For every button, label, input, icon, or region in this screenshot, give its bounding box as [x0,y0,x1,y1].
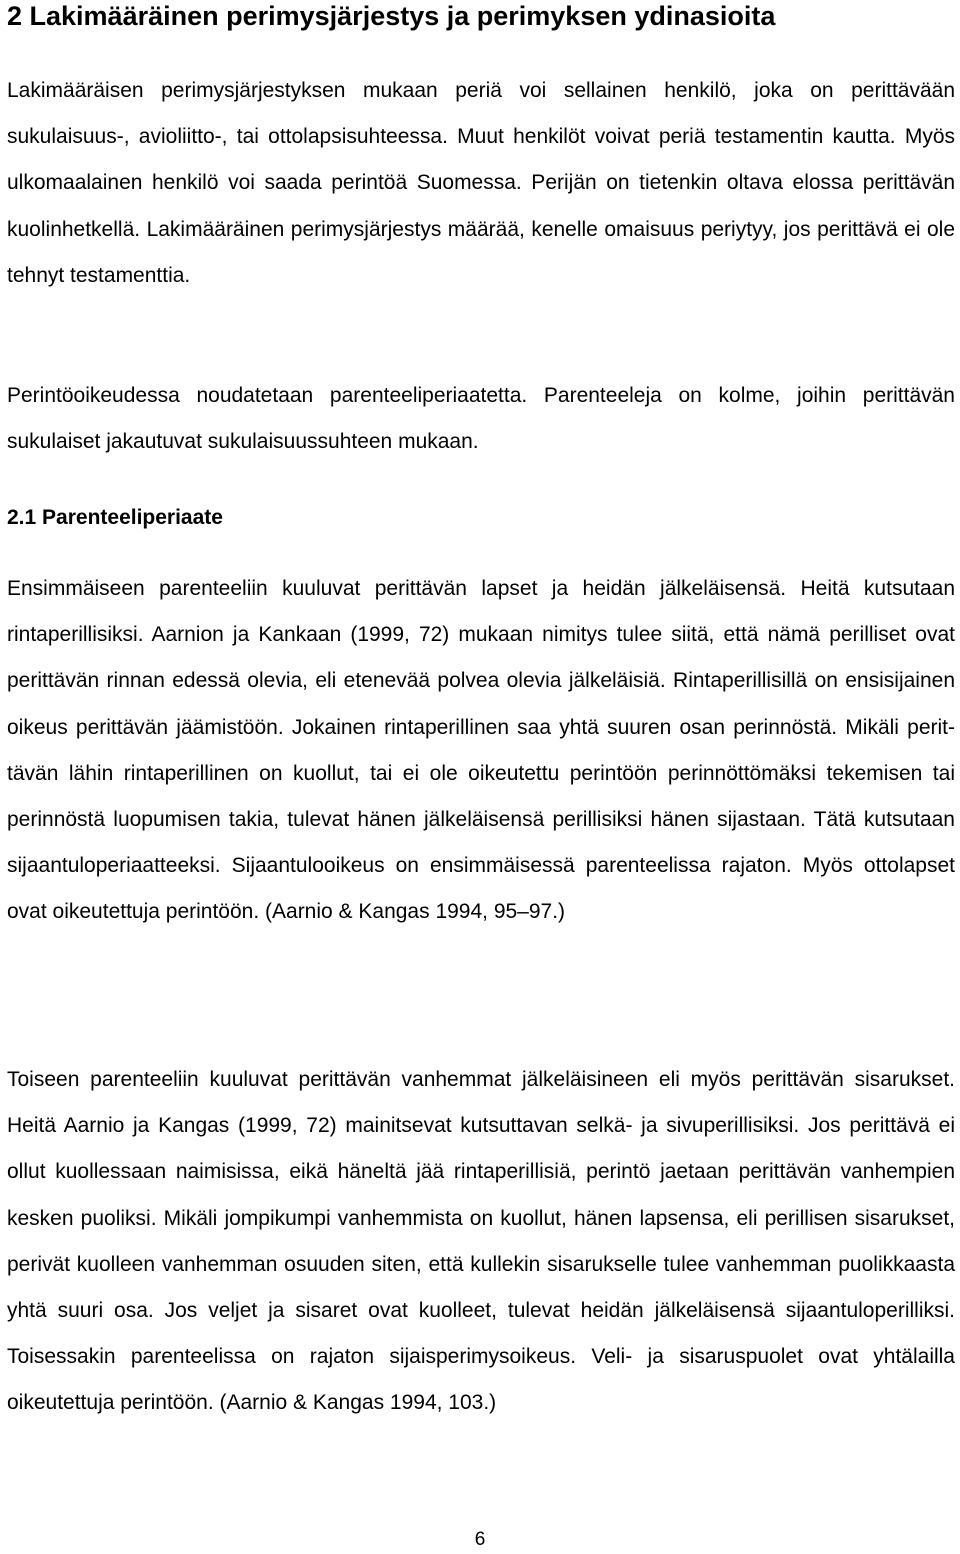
intro-paragraph: Lakimääräisen perimysjärjestyksen mukaan periä voi sellainen henkilö, joka on perittävään sukulaisuus-, avioliitto-, tai ottolapsisuhteessa. Muut henkilöt voivat periä testamentin kautta. Myös ulkomaalainen henkilö voi saada perintöä Suomessa. Perijän on tietenkin oltava elossa perittävän kuolinhetkellä. Lakimääräinen perimysjärjestys määrää, kenelle omaisuus periytyy, jos perittävä ei ole tehnyt testamenttia. [7,79,955,287]
section-heading: 2 Lakimääräinen perimysjärjestys ja perimyksen ydinasioita [7,1,776,31]
second-parenteeli-paragraph: Toiseen parenteeliin kuuluvat perittävän vanhemmat jälkeläisineen eli myös perittävän sisarukset. Heitä Aarnio ja Kangas (1999, 72) mainitsevat kutsuttavan selkä- ja sivuperillisiksi. Jos perittävä ei ollut kuollessaan naimisissa, eikä häneltä jää rintaperillisiä, perintö jaetaan perittävän vanhempien kesken puoliksi. Mikäli jompikumpi vanhemmista on kuollut, hänen lapsensa, eli perillisen sisarukset, perivät kuolleen vanhemman osuuden siten, että kullekin sisarukselle tulee vanhemman puolikkaasta yhtä suuri osa. Jos veljet ja sisaret ovat kuolleet, tulevat heidän jälkeläisensä sijaantuloperilliksi. Toisessakin parenteelissa on rajaton sijaisperimysoikeus. Veli- ja sisaruspuolet ovat yhtälailla oikeutettuja perintöön. (Aarnio & Kangas 1994, 103.) [7,1068,955,1415]
first-parenteeli-paragraph: Ensimmäiseen parenteeliin kuuluvat perittävän lapset ja heidän jälkeläisensä. Heitä kutsutaan rintaperillisiksi. Aarnion ja Kankaan (1999, 72) mukaan nimitys tulee siitä, että nämä perilliset ovat perittävän rinnan edessä olevia, eli etenevää polvea olevia jälkeläisiä. Rintaperillisillä on ensisijainen oikeus perittävän jäämistöön. Jokainen rintaperillinen saa yhtä suuren osan perinnöstä. Mikäli perittävän lähin rintaperillinen on kuollut, tai ei ole oikeutettu perintöön perinnöttömäksi tekemisen tai perinnöstä luopumisen takia, tulevat hänen jälkeläisensä perillisiksi hänen sijastaan. Tätä kutsutaan sijaantuloperiaatteeksi. Sijaantulooikeus on ensimmäisessä parenteelissa rajaton. Myös ottolapset ovat oikeutettuja perintöön. (Aarnio & Kangas 1994, 95–97.) [7,577,955,924]
page-number: 6 [474,1529,486,1550]
parenteeli-paragraph: Perintöoikeudessa noudatetaan parenteeliperiaatetta. Parenteeleja on kolme, joihin perittävän sukulaiset jakautuvat sukulaisuussuhteen mukaan. [7,384,955,454]
subsection-heading: 2.1 Parenteeliperiaate [7,506,223,529]
